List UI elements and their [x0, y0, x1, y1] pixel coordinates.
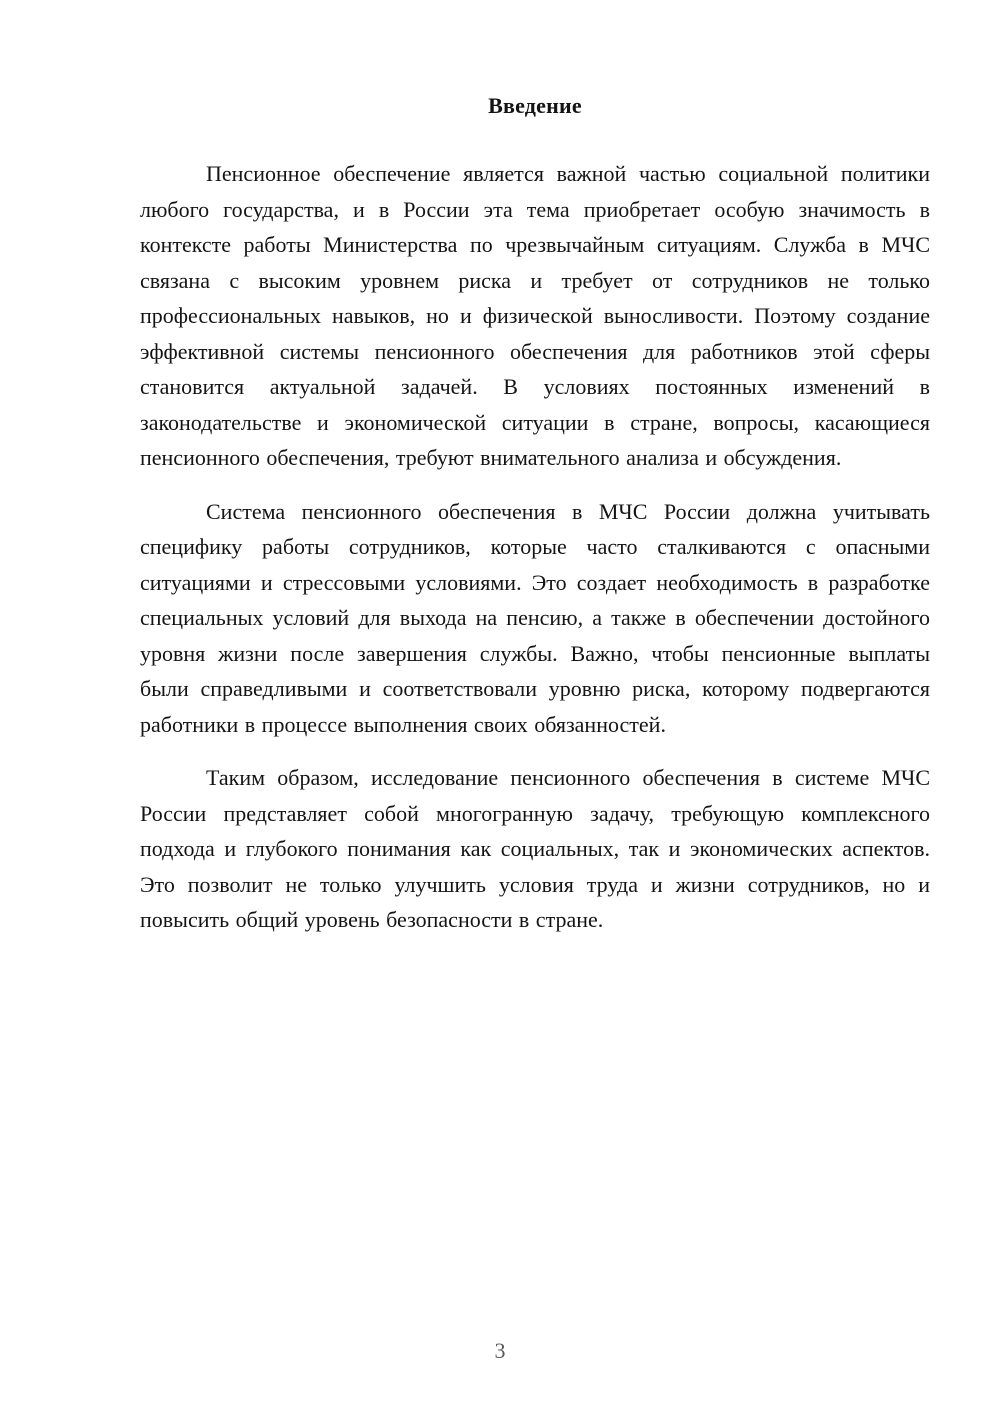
intro-paragraph-2: Система пенсионного обеспечения в МЧС России должна учитывать специфику работы сотрудников, которые часто сталкиваются с опасными ситуациями и стрессовыми условиями. Это создает необходимость в разработке специальных условий для выхода на пенсию, а также в обеспечении достойного уровня жизни после завершения службы. Важно, чтобы пенсионные выплаты были справедливыми и соответствовали уровню риска, которому подвергаются работники в процессе выполнения своих обязанностей.: [140, 498, 930, 737]
page-title: Введение: [488, 93, 582, 118]
intro-paragraph-3: Таким образом, исследование пенсионного обеспечения в системе МЧС России представляет собой многогранную задачу, требующую комплексного подхода и глубокого понимания как социальных, так и экономических аспектов. Это позволит не только улучшить условия труда и жизни сотрудников, но и повысить общий уровень безопасности в стране.: [140, 765, 930, 932]
page-number: 3: [494, 1338, 506, 1363]
intro-paragraph-1: Пенсионное обеспечение является важной частью социальной политики любого государства, и в России эта тема приобретает особую значимость в контексте работы Министерства по чрезвычайным ситуациям. Служба в МЧС связана с высоким уровнем риска и требует от сотрудников не только профессиональных навыков, но и физической выносливости. Поэтому создание эффективной системы пенсионного обеспечения для работников этой сферы становится актуальной задачей. В условиях постоянных изменений в законодательстве и экономической ситуации в стране, вопросы, касающиеся пенсионного обеспечения, требуют внимательного анализа и обсуждения.: [140, 161, 930, 470]
